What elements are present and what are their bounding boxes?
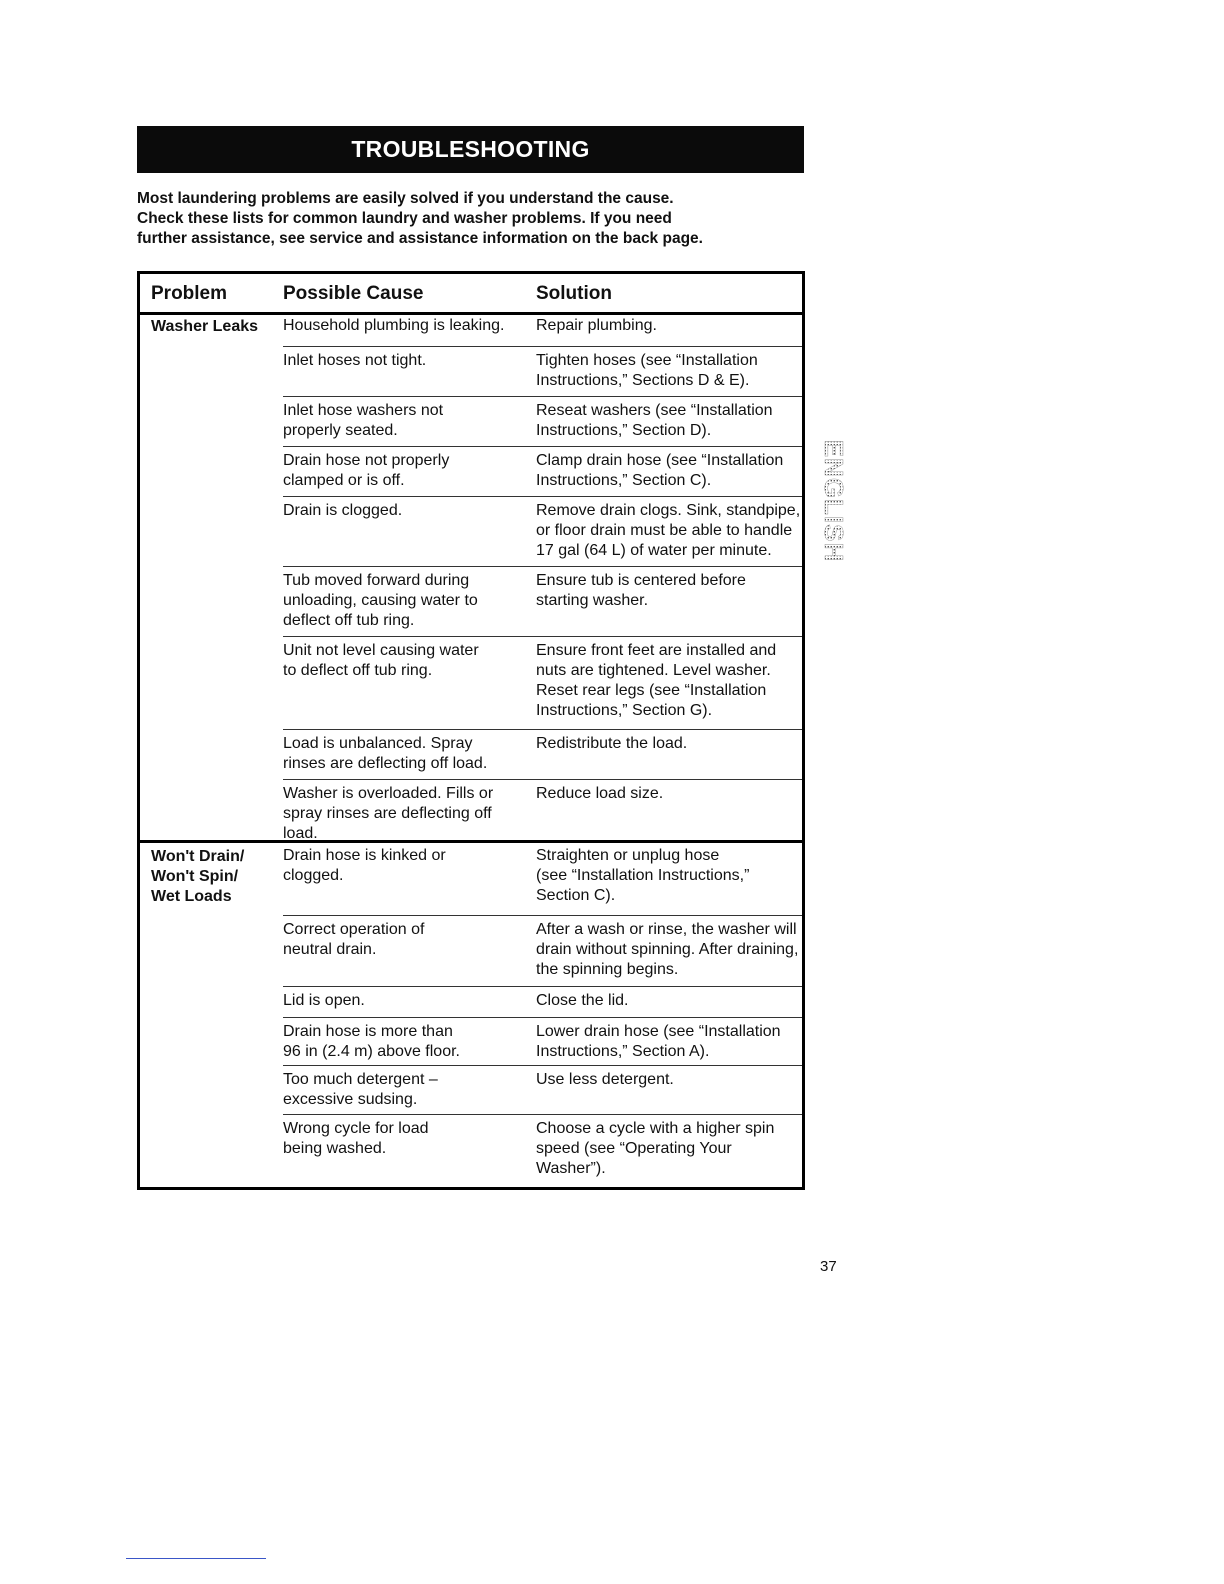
section-title: TROUBLESHOOTING [351, 136, 590, 162]
solution-line: Reduce load size. [536, 785, 664, 802]
header-solution: Solution [536, 283, 612, 304]
section-banner [137, 126, 804, 173]
solution [536, 316, 806, 336]
table-row [283, 915, 802, 987]
cause-line: Load is unbalanced. Spray [283, 735, 473, 752]
english-tab-label: ENGLISH [819, 439, 850, 563]
table-row [283, 1017, 802, 1066]
solution-line: nuts are tightened. Level washer. [536, 662, 771, 679]
solution-line: Clamp drain hose (see “Installation [536, 452, 784, 469]
solution-line: Instructions,” Section D). [536, 422, 712, 439]
solution-line: Remove drain clogs. Sink, standpipe, [536, 502, 801, 519]
solution-line: Close the lid. [536, 992, 629, 1009]
cause-line: Drain is clogged. [283, 502, 403, 519]
solution [536, 846, 806, 906]
solution [536, 401, 806, 441]
solution-line: Lower drain hose (see “Installation [536, 1023, 781, 1040]
table-row [283, 566, 802, 637]
header-problem: Problem [151, 283, 228, 304]
english-language-tab [819, 411, 850, 591]
solution-line: After a wash or rinse, the washer will [536, 921, 797, 938]
problem-line: Won't Spin/ [151, 868, 239, 885]
solution-line: Straighten or unplug hose [536, 847, 720, 864]
solution [536, 351, 806, 391]
possible-cause [283, 451, 528, 491]
cause-line: Drain hose is more than [283, 1023, 453, 1040]
problem-section [140, 842, 802, 1188]
solution-line: Ensure tub is centered before [536, 572, 746, 589]
solution-line: Ensure front feet are installed and [536, 642, 777, 659]
table-row [283, 446, 802, 497]
solution-line: or floor drain must be able to handle [536, 522, 793, 539]
solution-line: Use less detergent. [536, 1071, 674, 1088]
table-row [283, 496, 802, 567]
problem-label [151, 317, 258, 337]
cause-line: Tub moved forward during [283, 572, 470, 589]
table-row [283, 729, 802, 780]
cause-line: load. [283, 825, 318, 842]
intro-line: Most laundering problems are easily solved if you understand the cause. [137, 190, 674, 207]
possible-cause [283, 991, 528, 1011]
solution [536, 1022, 806, 1062]
possible-cause [283, 920, 528, 960]
header-cause: Possible Cause [283, 283, 424, 304]
problem-label [151, 847, 244, 907]
cause-line: Inlet hose washers not [283, 402, 444, 419]
cause-line: Unit not level causing water [283, 642, 479, 659]
solution-line: Choose a cycle with a higher spin [536, 1120, 775, 1137]
cause-line: Inlet hoses not tight. [283, 352, 427, 369]
solution-line: Reseat washers (see “Installation [536, 402, 773, 419]
table-row [283, 842, 802, 915]
possible-cause [283, 846, 528, 886]
cause-line: clogged. [283, 867, 344, 884]
possible-cause [283, 351, 528, 371]
footer-rule [126, 1558, 266, 1559]
solution [536, 1070, 806, 1090]
cause-line: 96 in (2.4 m) above floor. [283, 1043, 460, 1060]
solution-line: Instructions,” Section G). [536, 702, 713, 719]
solution [536, 1119, 806, 1179]
cause-line: Washer is overloaded. Fills or [283, 785, 494, 802]
solution-line: Instructions,” Section A). [536, 1043, 710, 1060]
problem-line: Won't Drain/ [151, 848, 245, 865]
table-row [283, 779, 802, 846]
solution-line: 17 gal (64 L) of water per minute. [536, 542, 772, 559]
solution [536, 641, 806, 721]
solution-line: starting washer. [536, 592, 649, 609]
solution [536, 734, 806, 754]
solution-line: Reset rear legs (see “Installation [536, 682, 767, 699]
table-row [283, 1065, 802, 1115]
solution [536, 920, 806, 980]
cause-line: clamped or is off. [283, 472, 405, 489]
cause-line: neutral drain. [283, 941, 377, 958]
table-row [283, 346, 802, 397]
cause-line: deflect off tub ring. [283, 612, 415, 629]
solution-line: drain without spinning. After draining, [536, 941, 799, 958]
cause-line: Drain hose not properly [283, 452, 450, 469]
possible-cause [283, 316, 528, 336]
possible-cause [283, 501, 528, 521]
solution [536, 991, 806, 1011]
solution-line: Repair plumbing. [536, 317, 657, 334]
solution-line: (see “Installation Instructions,” [536, 867, 750, 884]
solution-line: speed (see “Operating Your [536, 1140, 732, 1157]
solution-line: the spinning begins. [536, 961, 679, 978]
problem-line: Wet Loads [151, 888, 232, 905]
troubleshooting-table [137, 271, 805, 1190]
solution [536, 501, 806, 561]
solution [536, 451, 806, 491]
page-number: 37 [820, 1258, 837, 1275]
problem-line: Washer Leaks [151, 318, 259, 335]
table-row [283, 312, 802, 346]
cause-line: Drain hose is kinked or [283, 847, 446, 864]
possible-cause [283, 1070, 528, 1110]
possible-cause [283, 641, 528, 681]
cause-line: Correct operation of [283, 921, 425, 938]
solution-line: Instructions,” Section C). [536, 472, 712, 489]
possible-cause [283, 784, 528, 844]
cause-line: rinses are deflecting off load. [283, 755, 488, 772]
possible-cause [283, 734, 528, 774]
possible-cause [283, 401, 528, 441]
table-row [283, 986, 802, 1018]
cause-line: being washed. [283, 1140, 387, 1157]
table-row [283, 1114, 802, 1189]
possible-cause [283, 571, 528, 631]
intro-line: further assistance, see service and assistance information on the back page. [137, 230, 703, 247]
solution [536, 571, 806, 611]
solution-line: Washer”). [536, 1160, 606, 1177]
cause-line: excessive sudsing. [283, 1091, 418, 1108]
solution-line: Instructions,” Sections D & E). [536, 372, 750, 389]
cause-line: Too much detergent – [283, 1071, 438, 1088]
cause-line: Wrong cycle for load [283, 1120, 429, 1137]
problem-section [140, 312, 802, 845]
intro-paragraph [137, 189, 817, 249]
possible-cause [283, 1119, 528, 1159]
table-row [283, 636, 802, 730]
table-header [140, 274, 802, 315]
cause-line: to deflect off tub ring. [283, 662, 433, 679]
cause-line: Household plumbing is leaking. [283, 317, 505, 334]
possible-cause [283, 1022, 528, 1062]
cause-line: properly seated. [283, 422, 398, 439]
solution [536, 784, 806, 804]
cause-line: unloading, causing water to [283, 592, 478, 609]
cause-line: spray rinses are deflecting off [283, 805, 492, 822]
table-row [283, 396, 802, 447]
intro-line: Check these lists for common laundry and washer problems. If you need [137, 210, 672, 227]
solution-line: Tighten hoses (see “Installation [536, 352, 758, 369]
section-divider [140, 840, 802, 843]
solution-line: Section C). [536, 887, 616, 904]
cause-line: Lid is open. [283, 992, 365, 1009]
solution-line: Redistribute the load. [536, 735, 688, 752]
